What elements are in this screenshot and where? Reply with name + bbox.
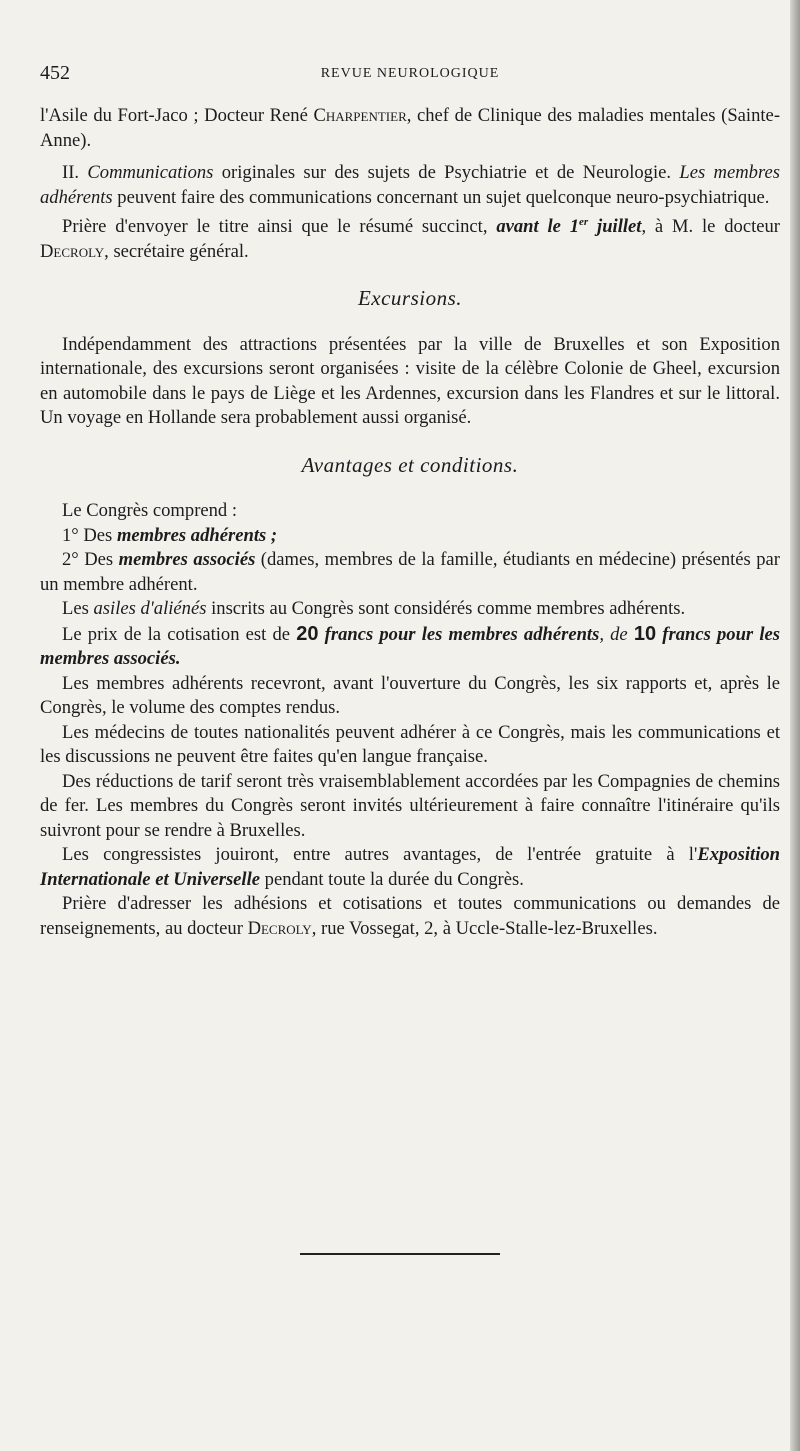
deadline-month: juillet	[588, 216, 642, 238]
fee-amount-associates: 10	[633, 622, 657, 645]
list-item-emphasis: membres associés	[118, 549, 256, 571]
page-number: 452	[40, 62, 70, 84]
end-rule	[300, 1253, 500, 1255]
list-number: 1° Des	[62, 524, 117, 546]
asylums-emphasis: asiles d'aliénés	[93, 598, 207, 620]
exposition-text-end: pendant toute la durée du Congrès.	[260, 868, 524, 890]
fee-label-members: francs pour les membres adhérents	[318, 623, 600, 645]
conditions-heading: Avantages et conditions.	[301, 452, 519, 477]
list-item-members	[40, 524, 780, 549]
travel-paragraph: Des réductions de tarif seront très vraisemblablement accordées par les Compagnies de chemins de fer. Les membres du Congrès seront invités ultérieurement à faire connaître l'itinéraire qu'ils suivront pour se rendre à Bruxelles.	[40, 770, 780, 841]
exposition-text: Les congressistes jouiront, entre autres avantages, de l'entrée gratuite à l'	[62, 844, 698, 866]
section-text: originales sur des sujets de Psychiatrie et de Neurologie.	[213, 162, 680, 183]
fee-text: Le prix de la cotisation est de	[62, 623, 297, 645]
list-number: 2° Des	[62, 549, 119, 571]
person-name: Charpentier	[313, 105, 407, 126]
deadline-date-text: avant le 1	[496, 216, 580, 238]
reports-paragraph: Les membres adhérents recevront, avant l'ouverture du Congrès, les six rapports et, après le Congrès, le volume des comptes rendus.	[40, 672, 780, 719]
address-paragraph	[40, 892, 780, 941]
excursions-paragraph: Indépendamment des attractions présentées par la ville de Bruxelles et son Exposition internationale, des excursions seront organisées : visite de la célèbre Colonie de Gheel, excursion en automobile dans le pays de Liège et les Ardennes, excursion dans les Flandres et sur le littoral. Un voyage en Hollande sera probablement aussi organisé.	[40, 333, 780, 429]
intro-paragraph	[40, 104, 780, 153]
journal-title: REVUE NEUROLOGIQUE	[320, 66, 500, 81]
section-title: Communications	[87, 162, 214, 183]
asylums-text: Les	[62, 598, 94, 620]
address-text-end: , rue Vossegat, 2, à Uccle-Stalle-lez-Bruxelles.	[311, 917, 658, 939]
fee-label-associates: francs pour les membres associés.	[40, 623, 780, 670]
section-text-end: peuvent faire des communications concernant un sujet quelconque neuro-psychiatrique.	[112, 186, 770, 208]
address-name: Decroly	[247, 917, 312, 939]
running-head	[40, 62, 780, 86]
section-numeral: II.	[62, 162, 88, 183]
address-text: Prière d'adresser les adhésions et cotisations et toutes communications ou demandes de renseignements, au docteur	[40, 893, 780, 939]
deadline-text: Prière d'envoyer le titre ainsi que le résumé succinct,	[62, 216, 497, 238]
secretary-name: Decroly	[40, 240, 105, 262]
excursions-heading: Excursions.	[357, 286, 463, 311]
fee-amount-members: 20	[296, 622, 319, 645]
language-paragraph: Les médecins de toutes nationalités peuvent adhérer à ce Congrès, mais les communications et les discussions ne peuvent être faites qu'en langue française.	[40, 721, 780, 768]
congress-comprises: Le Congrès comprend :	[62, 500, 238, 522]
intro-text-end: , chef de Clinique des maladies mentales (Sainte-Anne).	[40, 105, 781, 151]
list-item-text: membres adhérents ;	[116, 524, 278, 546]
communications-paragraph	[40, 161, 780, 210]
body-text	[40, 104, 780, 941]
deadline-text-b: , à M. le docteur	[641, 216, 780, 238]
exposition-name: Exposition Internationale et Universelle	[40, 844, 780, 890]
asylums-text-end: inscrits au Congrès sont considérés comme membres adhérents.	[206, 598, 686, 620]
fee-text-b: , de	[599, 623, 634, 645]
page-edge-shadow	[790, 0, 800, 1451]
deadline-date	[496, 216, 641, 237]
deadline-paragraph	[40, 210, 780, 264]
members-emphasis: Les membres adhérents	[40, 162, 780, 208]
deadline-superscript: er	[579, 216, 589, 228]
fee-paragraph	[40, 622, 780, 672]
list-item-associates	[40, 548, 780, 597]
list-item-text: (dames, membres de la famille, étudiants en médecine) présentés par un membre adhérent.	[40, 549, 780, 595]
deadline-text-c: , secrétaire général.	[104, 240, 249, 262]
asylums-paragraph	[40, 597, 780, 622]
document-page	[40, 0, 780, 1451]
exposition-paragraph	[40, 843, 780, 892]
intro-text: l'Asile du Fort-Jaco ; Docteur René	[40, 105, 314, 126]
